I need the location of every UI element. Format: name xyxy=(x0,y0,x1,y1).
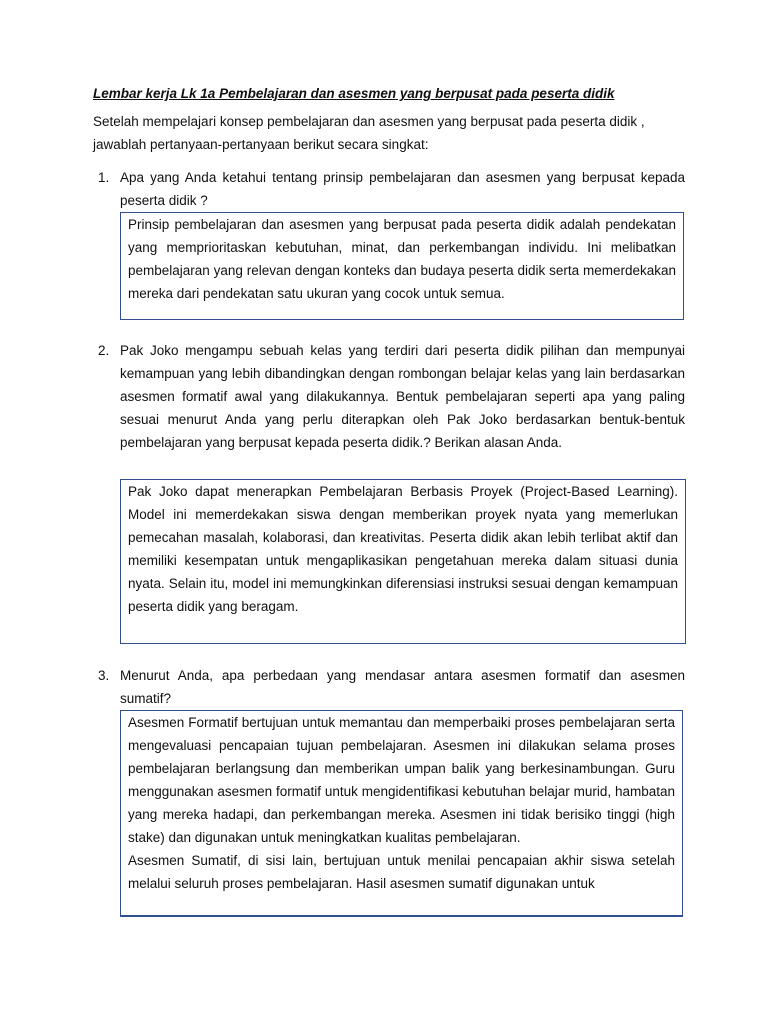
answer-box-2[interactable] xyxy=(120,479,686,644)
question-text: Apa yang Anda ketahui tentang prinsip pembelajaran dan asesmen yang berpusat kepada peserta didik ? xyxy=(120,170,685,208)
answer-paragraph-formatif: Asesmen Formatif bertujuan untuk memantau dan memperbaiki proses pembelajaran serta mengevaluasi pencapaian tujuan pembelajaran. Asesmen ini dilakukan selama proses pembelajaran berlangsung dan memberikan umpan balik yang berkesinambungan. Guru menggunakan asesmen formatif untuk mengidentifikasi kebutuhan belajar murid, hambatan yang mereka hadapi, dan perkembangan mereka. Asesmen ini tidak berisiko tinggi (high stake) dan digunakan untuk meningkatkan kualitas pembelajaran. xyxy=(128,715,675,845)
question-2 xyxy=(93,339,685,454)
question-text: Menurut Anda, apa perbedaan yang mendasar antara asesmen formatif dan asesmen sumatif? xyxy=(120,668,685,706)
question-text: Pak Joko mengampu sebuah kelas yang terdiri dari peserta didik pilihan dan mempunyai kemampuan yang lebih dibandingkan dengan rombongan belajar kelas yang lain berdasarkan asesmen formatif awal yang dilakukannya. Bentuk pembelajaran seperti apa yang paling sesuai menurut Anda yang perlu diterapkan oleh Pak Joko berdasarkan bentuk-bentuk pembelajaran yang berpusat kepada peserta didik.? Berikan alasan Anda. xyxy=(120,343,685,450)
question-number: 2. xyxy=(98,343,110,358)
answer-text: Pak Joko dapat menerapkan Pembelajaran Berbasis Proyek (Project-Based Learning). Model ini memerdekakan siswa dengan memberikan proyek nyata yang memerlukan pemecahan masalah, kolaborasi, dan kreativitas. Peserta didik akan lebih terlibat aktif dan memiliki kesempatan untuk mengaplikasikan pengetahuan mereka dalam situasi dunia nyata. Selain itu, model ini memungkinkan diferensiasi instruksi sesuai dengan kemampuan peserta didik yang beragam. xyxy=(128,484,678,614)
question-number: 3. xyxy=(98,668,110,683)
worksheet-title: Lembar kerja Lk 1a Pembelajaran dan asesmen yang berpusat pada peserta didik xyxy=(93,86,615,101)
question-number: 1. xyxy=(98,170,110,185)
answer-box-3[interactable] xyxy=(120,710,683,917)
instructions-paragraph: Setelah mempelajari konsep pembelajaran dan asesmen yang berpusat pada peserta didik , jawablah pertanyaan-pertanyaan berikut secara singkat: xyxy=(93,114,645,152)
question-1 xyxy=(93,166,685,212)
question-3 xyxy=(93,664,685,710)
answer-text: Prinsip pembelajaran dan asesmen yang berpusat pada peserta didik adalah pendekatan yang memprioritaskan kebutuhan, minat, dan perkembangan individu. Ini melibatkan pembelajaran yang relevan dengan konteks dan budaya peserta didik serta memerdekakan mereka dari pendekatan satu ukuran yang cocok untuk semua. xyxy=(128,217,676,301)
answer-box-1[interactable] xyxy=(120,212,684,320)
answer-paragraph-sumatif: Asesmen Sumatif, di sisi lain, bertujuan untuk menilai pencapaian akhir siswa setelah melalui seluruh proses pembelajaran. Hasil asesmen sumatif digunakan untuk xyxy=(128,853,675,891)
